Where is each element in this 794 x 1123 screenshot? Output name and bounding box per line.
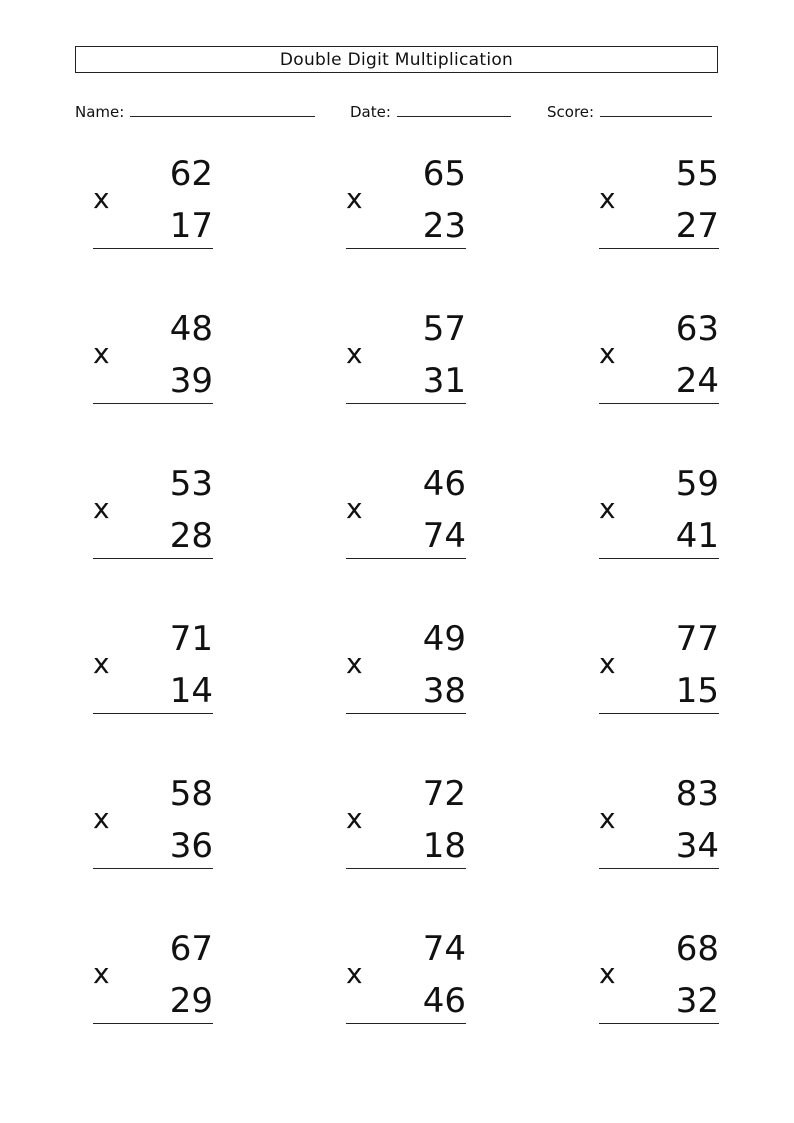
multiplier: 36 (169, 826, 213, 866)
score-blank[interactable] (600, 101, 712, 117)
multiplier: 39 (169, 361, 213, 401)
answer-line[interactable] (599, 248, 719, 249)
answer-line[interactable] (93, 558, 213, 559)
multiplier: 24 (675, 361, 719, 401)
multiplier: 28 (169, 516, 213, 556)
problem-13 (93, 765, 213, 875)
multiplier: 14 (169, 671, 213, 711)
multiplier: 27 (675, 206, 719, 246)
multiplier: 41 (675, 516, 719, 556)
multiplier: 34 (675, 826, 719, 866)
multiply-sign: x (599, 802, 616, 835)
multiplicand: 63 (675, 309, 719, 349)
problem-14 (346, 765, 466, 875)
worksheet-title (75, 46, 718, 73)
date-field (350, 101, 511, 121)
answer-line[interactable] (346, 403, 466, 404)
multiplicand: 67 (169, 929, 213, 969)
problem-10 (93, 610, 213, 720)
answer-line[interactable] (599, 403, 719, 404)
answer-line[interactable] (346, 558, 466, 559)
multiply-sign: x (599, 957, 616, 990)
multiply-sign: x (93, 337, 110, 370)
multiplier: 38 (422, 671, 466, 711)
answer-line[interactable] (93, 868, 213, 869)
multiply-sign: x (599, 647, 616, 680)
answer-line[interactable] (599, 1023, 719, 1024)
multiplier: 17 (169, 206, 213, 246)
multiplier: 29 (169, 981, 213, 1021)
problem-7 (93, 455, 213, 565)
answer-line[interactable] (93, 1023, 213, 1024)
multiply-sign: x (93, 802, 110, 835)
multiplier: 74 (422, 516, 466, 556)
score-label: Score: (547, 103, 595, 121)
problem-18 (599, 920, 719, 1030)
multiplicand: 48 (169, 309, 213, 349)
problem-5 (346, 300, 466, 410)
multiply-sign: x (93, 182, 110, 215)
multiplier: 18 (422, 826, 466, 866)
multiply-sign: x (346, 957, 363, 990)
multiplicand: 59 (675, 464, 719, 504)
problem-8 (346, 455, 466, 565)
multiplicand: 49 (422, 619, 466, 659)
multiply-sign: x (346, 802, 363, 835)
problem-3 (599, 145, 719, 255)
answer-line[interactable] (599, 713, 719, 714)
answer-line[interactable] (599, 868, 719, 869)
name-field (75, 101, 315, 121)
multiply-sign: x (346, 182, 363, 215)
multiplicand: 68 (675, 929, 719, 969)
name-blank[interactable] (130, 101, 315, 117)
multiplicand: 83 (675, 774, 719, 814)
multiply-sign: x (599, 337, 616, 370)
answer-line[interactable] (346, 1023, 466, 1024)
multiplicand: 58 (169, 774, 213, 814)
answer-line[interactable] (346, 713, 466, 714)
multiplicand: 71 (169, 619, 213, 659)
multiplicand: 62 (169, 154, 213, 194)
answer-line[interactable] (346, 248, 466, 249)
multiplicand: 65 (422, 154, 466, 194)
problem-2 (346, 145, 466, 255)
multiply-sign: x (93, 492, 110, 525)
answer-line[interactable] (93, 713, 213, 714)
score-field (547, 101, 712, 121)
multiplier: 46 (422, 981, 466, 1021)
answer-line[interactable] (93, 248, 213, 249)
name-label: Name: (75, 103, 125, 121)
multiplier: 32 (675, 981, 719, 1021)
problem-6 (599, 300, 719, 410)
problem-4 (93, 300, 213, 410)
multiply-sign: x (599, 182, 616, 215)
problem-9 (599, 455, 719, 565)
multiplier: 31 (422, 361, 466, 401)
worksheet-title-text: Double Digit Multiplication (279, 49, 514, 70)
multiplicand: 57 (422, 309, 466, 349)
multiply-sign: x (93, 957, 110, 990)
multiply-sign: x (346, 492, 363, 525)
multiplicand: 55 (675, 154, 719, 194)
multiply-sign: x (346, 647, 363, 680)
multiplicand: 74 (422, 929, 466, 969)
multiplicand: 46 (422, 464, 466, 504)
multiply-sign: x (93, 647, 110, 680)
multiply-sign: x (346, 337, 363, 370)
problem-11 (346, 610, 466, 720)
date-label: Date: (350, 103, 391, 121)
multiplier: 23 (422, 206, 466, 246)
answer-line[interactable] (93, 403, 213, 404)
multiplicand: 53 (169, 464, 213, 504)
multiply-sign: x (599, 492, 616, 525)
multiplicand: 72 (422, 774, 466, 814)
problem-17 (346, 920, 466, 1030)
problem-15 (599, 765, 719, 875)
multiplicand: 77 (675, 619, 719, 659)
answer-line[interactable] (346, 868, 466, 869)
problem-12 (599, 610, 719, 720)
date-blank[interactable] (397, 101, 511, 117)
problem-16 (93, 920, 213, 1030)
multiplier: 15 (675, 671, 719, 711)
answer-line[interactable] (599, 558, 719, 559)
problem-1 (93, 145, 213, 255)
